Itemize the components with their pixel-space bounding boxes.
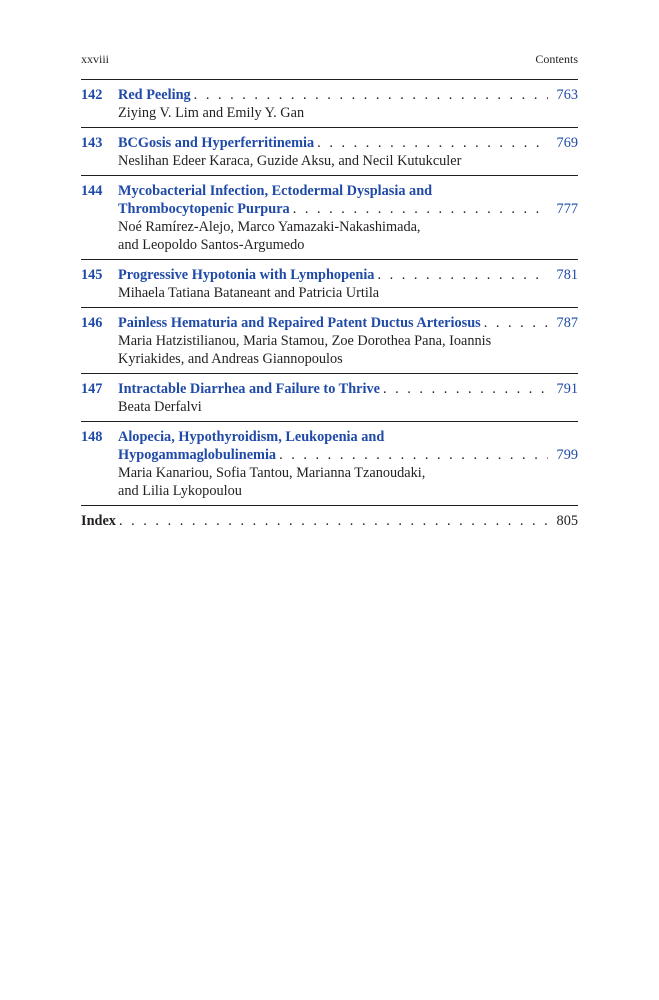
dot-leader	[383, 380, 548, 398]
chapter-number: 144	[81, 183, 103, 199]
page-link[interactable]: 781	[556, 267, 578, 283]
page-link[interactable]: 777	[556, 201, 578, 217]
toc-entry	[81, 128, 578, 175]
chapter-authors: Beata Derfalvi	[118, 399, 202, 415]
dot-leader	[293, 200, 548, 218]
chapter-number: 143	[81, 135, 103, 151]
chapter-authors: Kyriakides, and Andreas Giannopoulos	[118, 351, 343, 367]
toc-entry	[81, 374, 578, 421]
dot-leader	[279, 446, 548, 464]
page-link[interactable]: 787	[556, 315, 578, 331]
chapter-title-link[interactable]: Red Peeling	[118, 87, 191, 103]
chapter-title-link[interactable]: Mycobacterial Infection, Ectodermal Dysplasia and	[118, 183, 433, 199]
chapter-title-link[interactable]: Progressive Hypotonia with Lymphopenia	[118, 267, 375, 283]
chapter-authors: Maria Hatzistilianou, Maria Stamou, Zoe Dorothea Pana, Ioannis	[118, 333, 492, 349]
index-label[interactable]: Index	[81, 513, 116, 529]
section-title: Contents	[535, 52, 578, 66]
page-number: xxviii	[81, 52, 110, 66]
page-link[interactable]: 799	[556, 447, 578, 463]
page-link[interactable]: 769	[556, 135, 578, 151]
chapter-authors: and Lilia Lykopoulou	[118, 483, 242, 499]
chapter-authors: Maria Kanariou, Sofia Tantou, Marianna Tzanoudaki,	[118, 465, 426, 481]
running-head	[81, 52, 578, 67]
toc-entry	[81, 308, 578, 373]
chapter-title-link[interactable]: Painless Hematuria and Repaired Patent Ductus Arteriosus	[118, 315, 481, 331]
toc-entry	[81, 422, 578, 505]
chapter-number: 146	[81, 315, 103, 331]
dot-leader	[377, 266, 548, 284]
chapter-authors: Ziying V. Lim and Emily Y. Gan	[118, 105, 305, 121]
chapter-number: 148	[81, 429, 103, 445]
chapter-title-link[interactable]: BCGosis and Hyperferritinemia	[118, 135, 315, 151]
chapter-authors: and Leopoldo Santos-Argumedo	[118, 237, 305, 253]
chapter-number: 147	[81, 381, 103, 397]
chapter-number: 145	[81, 267, 103, 283]
chapter-number: 142	[81, 87, 103, 103]
index-page[interactable]: 805	[556, 513, 578, 529]
page-link[interactable]: 763	[556, 87, 578, 103]
toc-entry	[81, 176, 578, 259]
dot-leader	[119, 512, 548, 530]
chapter-authors: Noé Ramírez-Alejo, Marco Yamazaki-Nakashimada,	[118, 219, 421, 235]
toc-entry	[81, 260, 578, 307]
toc-entry	[81, 80, 578, 127]
chapter-title-link[interactable]: Alopecia, Hypothyroidism, Leukopenia and	[118, 429, 385, 445]
chapter-authors: Neslihan Edeer Karaca, Guzide Aksu, and Necil Kutukculer	[118, 153, 462, 169]
chapter-title-link[interactable]: Intractable Diarrhea and Failure to Thrive	[118, 381, 380, 397]
table-of-contents	[81, 79, 578, 534]
dot-leader	[484, 314, 548, 332]
dot-leader	[317, 134, 548, 152]
page-link[interactable]: 791	[556, 381, 578, 397]
chapter-title-link[interactable]: Thrombocytopenic Purpura	[118, 201, 290, 217]
dot-leader	[194, 86, 548, 104]
chapter-authors: Mihaela Tatiana Bataneant and Patricia Urtila	[118, 285, 380, 301]
chapter-title-link[interactable]: Hypogammaglobulinemia	[118, 447, 277, 463]
index-entry[interactable]	[81, 506, 578, 534]
